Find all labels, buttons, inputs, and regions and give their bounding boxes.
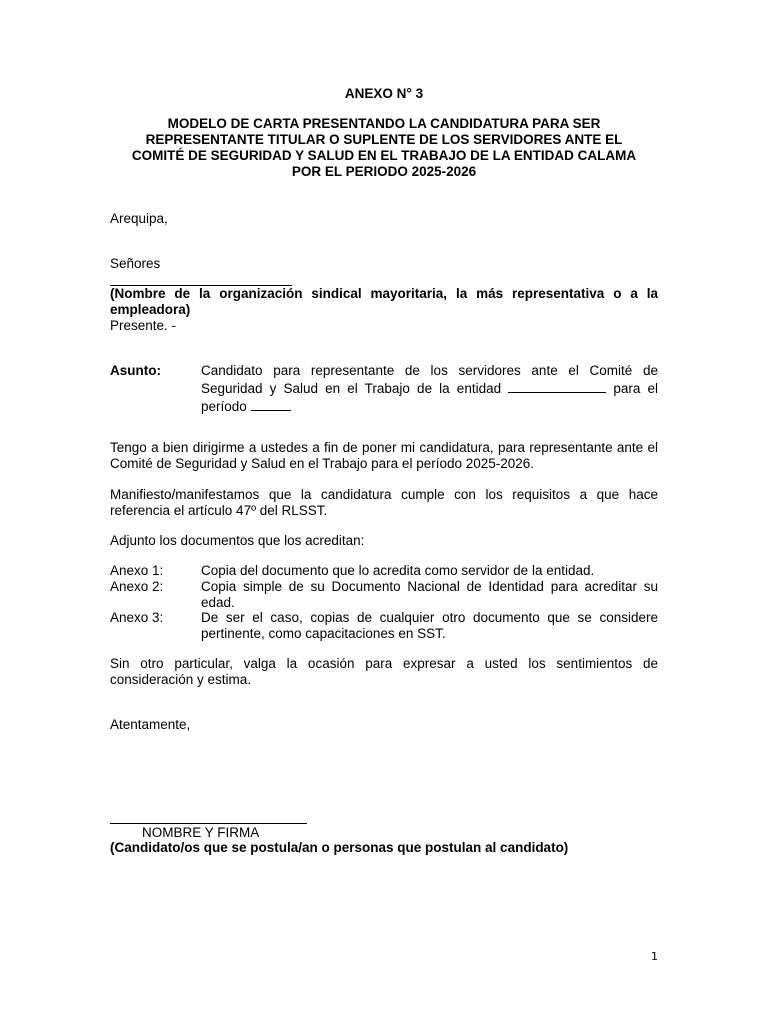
- subject-text-part: Candidato para representante de los servidores ante el Comité de Seguridad y Salud en el Trabajo de la entidad: [201, 363, 658, 396]
- city-line: Arequipa,: [110, 211, 168, 226]
- annex-text: Copia del documento que lo acredita como servidor de la entidad.: [201, 563, 595, 578]
- signature-note: (Candidato/os que se postula/an o personas que postulan al candidato): [110, 840, 569, 855]
- signature-label: NOMBRE Y FIRMA: [142, 825, 260, 840]
- paragraph-requirements: Manifiesto/manifestamos que la candidatura cumple con los requisitos a que hace referencia el artículo 47º del RLSST.: [110, 487, 658, 518]
- heading-line: COMITÉ DE SEGURIDAD Y SALUD EN EL TRABAJO DE LA ENTIDAD CALAMA: [131, 148, 637, 163]
- signature-line: [110, 823, 307, 824]
- paragraph-attachments: Adjunto los documentos que los acreditan:: [110, 533, 365, 548]
- period-blank: [251, 397, 291, 411]
- document-heading: [100, 116, 668, 180]
- presente-line: Presente. -: [110, 318, 177, 333]
- annex-title: ANEXO N° 3: [344, 86, 424, 101]
- page-number: 1: [651, 950, 658, 963]
- annex-text: De ser el caso, copias de cualquier otro documento que se considere pertinente, como capacitaciones en SST.: [201, 610, 658, 641]
- entity-blank: [508, 379, 606, 393]
- annex-label: Anexo 2:: [110, 579, 164, 594]
- annex-text: Copia simple de su Documento Nacional de Identidad para acreditar su edad.: [201, 579, 658, 610]
- paragraph-closing: Sin otro particular, valga la ocasión para expresar a usted los sentimientos de consideración y estima.: [110, 656, 658, 687]
- salutation: Señores: [110, 256, 161, 271]
- recipient-name: (Nombre de la organización sindical mayoritaria, la más representativa o a la empleadora): [110, 286, 658, 317]
- subject-text: [201, 363, 658, 415]
- heading-line: REPRESENTANTE TITULAR O SUPLENTE DE LOS SERVIDORES ANTE EL: [145, 132, 623, 147]
- heading-line: POR EL PERIODO 2025-2026: [291, 164, 477, 179]
- annex-label: Anexo 1:: [110, 563, 164, 578]
- annex-label: Anexo 3:: [110, 610, 164, 625]
- subject-text-part: para el período: [201, 381, 658, 414]
- closing-salutation: Atentamente,: [110, 717, 191, 732]
- subject-label: Asunto:: [110, 363, 161, 378]
- heading-line: MODELO DE CARTA PRESENTANDO LA CANDIDATURA PARA SER: [167, 116, 601, 131]
- paragraph-candidacy: Tengo a bien dirigirme a ustedes a fin de poner mi candidatura, para representante ante el Comité de Seguridad y Salud en el Trabajo para el período 2025-2026.: [110, 440, 658, 471]
